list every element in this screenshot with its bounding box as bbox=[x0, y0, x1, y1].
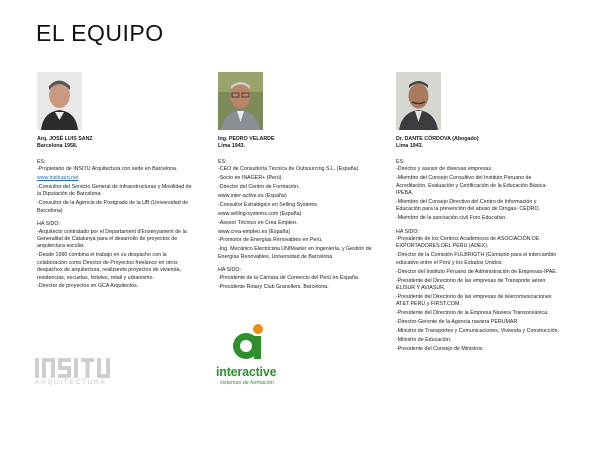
es-item: -CEO de Consultoría Técnica de Outsourcing S.L. (España) bbox=[218, 166, 359, 173]
person-origin: Lima 1943. bbox=[218, 143, 246, 150]
hasido-label: HA SIDO: bbox=[37, 221, 60, 228]
es-item: -Ing. Mecánico Electricista UNIMaster en Ingeniería, y Gestión de Energías Renovables, Universidad de Barcelona bbox=[218, 246, 372, 260]
hasido-item: -Director de la Comisión FULBRIGTH (Comisión para el intercambio educativo entre el Perú y los Estados Unidos. bbox=[396, 252, 557, 266]
person-name: Arq. JOSÉ LUIS SANZ bbox=[37, 136, 93, 142]
hasido-item: -Desde 1990 combina el trabajo en su despacho con la colaboración como Director de Proyectos freelance en otros despachos de arquitectura, realizando proyectos de vivienda, residencias, escuelas, hoteles, retail y urbanismo. bbox=[37, 252, 181, 281]
hasido-item: -Ministro de Transportes y Comunicaciones, Vivienda y Construcción. bbox=[396, 327, 560, 334]
hasido-item: -Presidente del Consejo de Ministros. bbox=[396, 345, 485, 352]
team-member-3 bbox=[396, 72, 562, 355]
hasido-item: -Presidente del Directorio de las empresas de Transporte aéreo ELISUR Y AVIASUR. bbox=[396, 277, 546, 291]
person-origin: Lima 1943. bbox=[396, 143, 424, 150]
hasido-item: -Director del Instituto Peruano de Administración de Empresas-IPAE. bbox=[396, 268, 558, 275]
hasido-item: -Presidente de los Centros Académicos de ASOCIACIÓN DE EXPORTADORES DEL PERU (ADEX). bbox=[396, 235, 540, 250]
es-item: -Miembro de la asociación civil Foro Educativo. bbox=[396, 215, 507, 222]
insitu-tagline: ARQUITECTURA bbox=[35, 379, 107, 386]
es-item: www.selling-systems.com (España) bbox=[218, 210, 302, 217]
page-title: EL EQUIPO bbox=[36, 20, 164, 46]
interactive-wordmark: interactive bbox=[216, 365, 277, 379]
es-item: -Director y asesor de diversas empresas. bbox=[396, 166, 493, 173]
es-item: -Consultor del Servicio General de Infraestructuras y Movilidad de la Diputación de Barcelona. bbox=[37, 184, 192, 198]
es-item: -Asesor Técnico en Crea Empleo. bbox=[218, 219, 298, 226]
hasido-item: -Director-Gerente de la Agencia naviera PERUMAR bbox=[396, 319, 518, 326]
es-item: -Miembro del Consejo Directivo del Centro de Información y Educación para la prevención del abuso de Drogas- CEDRO. bbox=[396, 198, 540, 213]
interactive-tagline: sistemas de formación bbox=[220, 380, 274, 386]
es-item: -Director del Centro de Formación. bbox=[218, 184, 300, 191]
hasido-label: HA SIDO: bbox=[218, 267, 241, 274]
team-member-1 bbox=[37, 72, 197, 292]
es-item: -Propietario de INSITU Arquitectura con sede en Barcelona. bbox=[37, 166, 178, 173]
website-link[interactable]: www.insituarq.net bbox=[37, 175, 79, 182]
es-label: ES: bbox=[396, 158, 405, 165]
portrait-photo-pedro-velarde bbox=[218, 72, 263, 130]
portrait-photo-jose-luis-sanz bbox=[37, 72, 82, 130]
es-label: ES: bbox=[37, 158, 46, 165]
hasido-item: -Presidente del Directorio de la Empresa Naviera Transoceánica. bbox=[396, 310, 549, 317]
person-name: Ing. PEDRO VELARDE bbox=[218, 136, 275, 142]
person-origin: Barcelona 1958. bbox=[37, 143, 78, 150]
person-name: Dr. DANTE CÓRDOVA (Abogado) bbox=[396, 136, 479, 142]
es-item: -Consultor de la Agencia de Postgrado de la UB (Universidad de Barcelona) bbox=[37, 200, 189, 214]
hasido-item: -Presidente Rotary Club Granollers. Barcelona. bbox=[218, 283, 329, 290]
portrait-photo-dante-cordova bbox=[396, 72, 441, 130]
es-item: -Consultor Estratégico en Selling Systems. bbox=[218, 201, 319, 208]
es-item: -Miembro del Consejo Consultivo del Instituto Peruano de Acreditación, Evaluación y Certificación de la Educación Básica-IPEBA. bbox=[396, 175, 548, 196]
es-item: www.crea-empleo.es (España) bbox=[218, 228, 291, 235]
hasido-item: -Director de proyectos en GCA Arquitectos. bbox=[37, 283, 139, 290]
hasido-label: HA SIDO: bbox=[396, 228, 419, 235]
es-item: -Promotor de Energías Renovables en Perú. bbox=[218, 237, 323, 244]
interactive-logo bbox=[216, 322, 286, 390]
es-label: ES: bbox=[218, 158, 227, 165]
es-item: -Socio en INAGER+ (Perú). bbox=[218, 175, 283, 182]
es-item: www.inter-active.es (España) bbox=[218, 192, 287, 199]
hasido-item: -Presidente de la Cámara de Comercio del Perú en España. bbox=[218, 274, 360, 281]
hasido-item: -Arquitecto contratado por el Departament d'Ensenyament de la Generalitat de Catalunya para el desarrollo de proyectos de arquitectura escolar. bbox=[37, 228, 187, 250]
team-member-2 bbox=[218, 72, 383, 292]
insitu-arquitectura-logo bbox=[35, 358, 117, 390]
hasido-item: -Presidente del Directorio de las empresas de telecomunicaciones AT&T PERU y FIRST.COM. bbox=[396, 293, 552, 308]
hasido-item: -Ministro de Educación. bbox=[396, 336, 452, 343]
